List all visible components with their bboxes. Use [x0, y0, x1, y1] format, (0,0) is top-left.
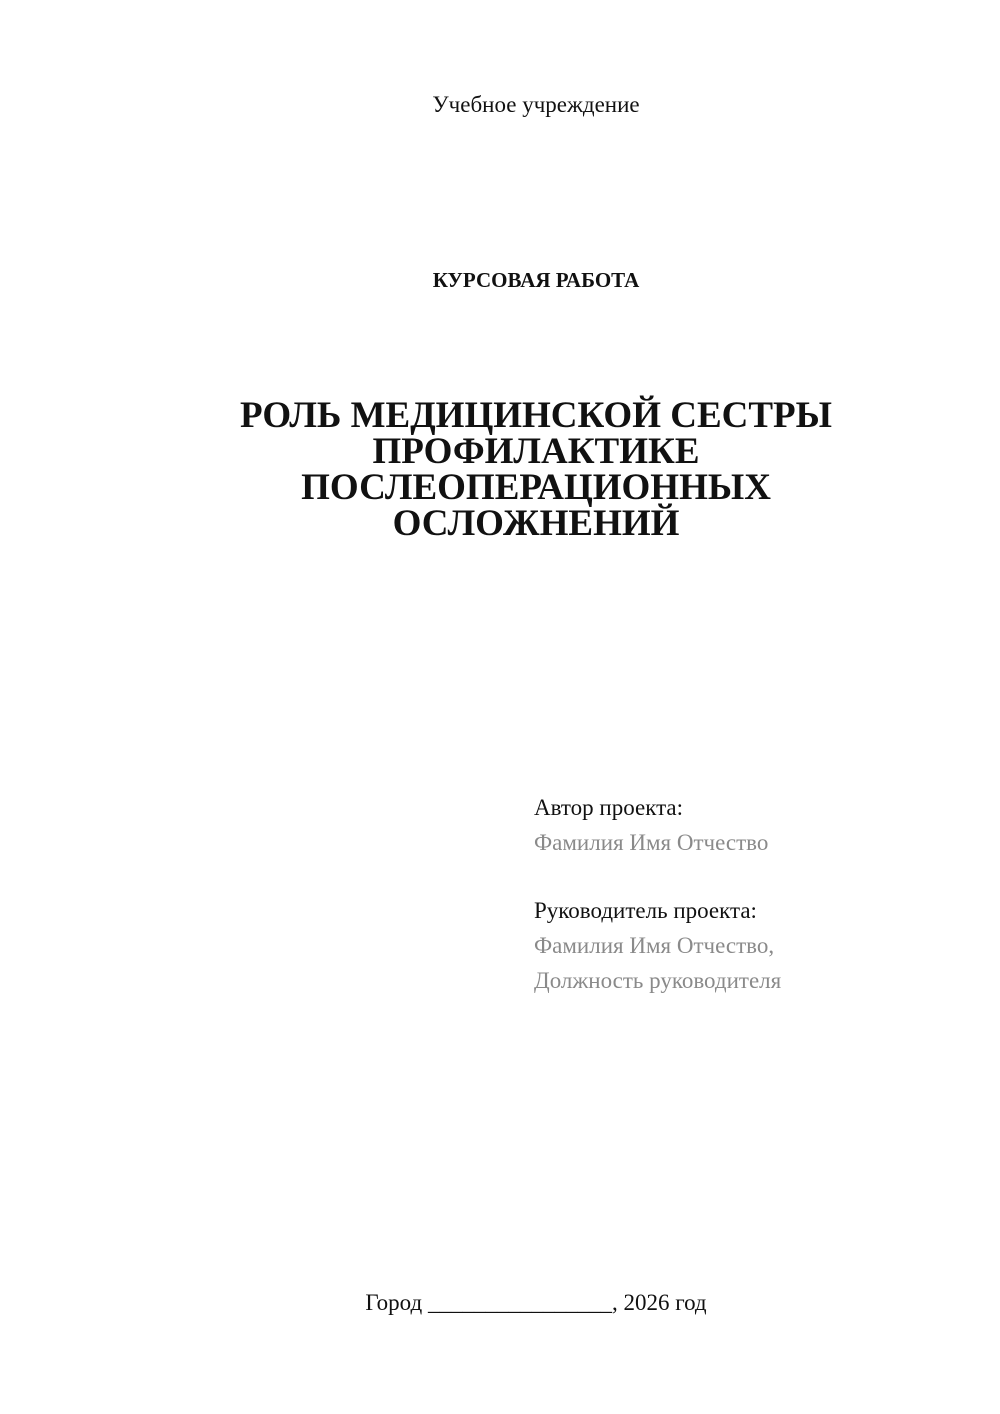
title-line-3: ПОСЛЕОПЕРАЦИОННЫХ	[301, 467, 771, 508]
credits-block	[534, 790, 781, 998]
title-line-2: ПРОФИЛАКТИКЕ	[372, 431, 700, 472]
title-line-4: ОСЛОЖНЕНИЙ	[392, 503, 680, 544]
city-label: Город	[365, 1290, 423, 1315]
supervisor-position-placeholder: Должность руководителя	[534, 968, 782, 993]
year-text: , 2026 год	[611, 1290, 707, 1315]
work-type-heading: КУРСОВАЯ РАБОТА	[432, 268, 640, 292]
author-label: Автор проекта:	[534, 795, 683, 820]
city-blank: ________________	[427, 1290, 612, 1315]
institution-name: Учебное учреждение	[432, 92, 640, 117]
document-title	[0, 395, 1000, 544]
credits-spacer	[534, 860, 781, 893]
supervisor-label: Руководитель проекта:	[534, 898, 757, 923]
city-year-line	[0, 1290, 1000, 1316]
title-line-1: РОЛЬ МЕДИЦИНСКОЙ СЕСТРЫ	[240, 395, 832, 436]
author-name-placeholder: Фамилия Имя Отчество	[534, 830, 769, 855]
supervisor-name-placeholder: Фамилия Имя Отчество,	[534, 933, 775, 958]
